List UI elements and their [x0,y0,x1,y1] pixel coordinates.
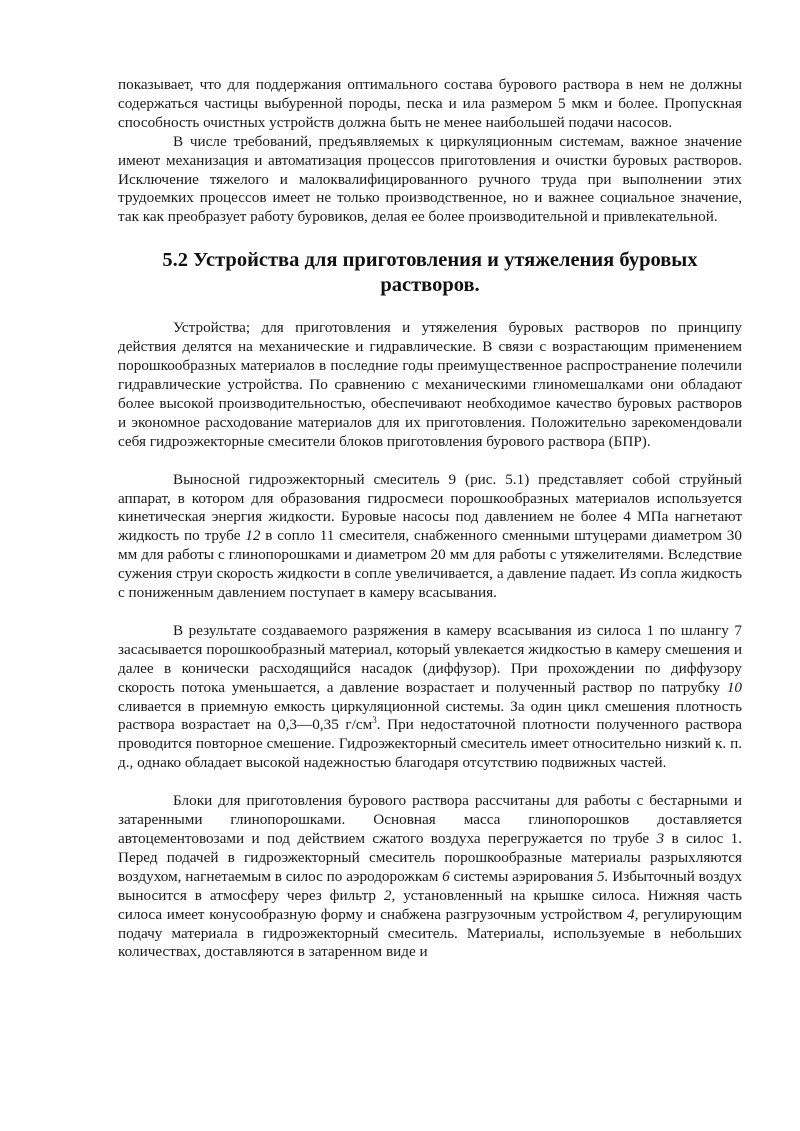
text-run: . При недостаточной плотности полученного раствора проводится повторное смешение. Гидроэжекторный смеситель имеет относительно низкий к. п. д., однако обладает высокой надежностью благодаря отсутствию подвижных частей. [118,716,742,772]
paragraph-6 [118,792,742,962]
paragraph-1: показывает, что для поддержания оптимального состава бурового раствора в нем не должны содержаться частицы выбуренной породы, песка и ила размером 5 мкм и более. Пропускная способность очистных устройств должна быть не менее наибольшей подачи насосов. [118,76,742,131]
italic-ref: 3 [656,830,665,847]
section-heading: 5.2 Устройства для приготовления и утяжеления буровых растворов. [162,249,698,297]
text-run: Блоки для приготовления бурового раствора рассчитаны для работы с бестарными и затаренными глинопорошками. Основная масса глинопорошков доставляется автоцементовозами и под действием сжатого воздуха перегружается по трубе [118,792,742,847]
italic-ref: 10 [726,678,742,696]
text-run: В результате создаваемого разряжения в камеру всасывания из силоса 1 по шлангу 7 засасывается порошкообразный материал, который увлекается жидкостью в камеру смешения и далее в конически расходящийся насадок (диффузор). При прохождении по диффузору скорость потока уменьшается, а давление возрастает и полученный раствор по патрубку [118,621,742,696]
text-run: в силос 1. Перед подачей в гидроэжекторный смеситель порошкообразные материалы разрыхляются воздухом, нагнетаемым в силос по аэродорожкам [118,830,742,885]
italic-ref: 12 [245,527,261,545]
text-run: установленный на крышке силоса. Нижняя часть силоса имеет конусообразную форму и снабжена разгрузочным устройством [118,886,743,923]
paragraph-5 [118,622,742,773]
text-run: Избыточный воздух выносится в атмосферу через фильтр [118,867,742,904]
text-run: системы аэрирования [449,867,598,885]
text-run: сливается в приемную емкость циркуляционной системы. За один цикл смешения плотность раствора возрастает на 0,3—0,35 г/см [118,697,742,734]
document-page [118,76,742,962]
italic-ref: 4, [627,905,639,923]
paragraph-4 [118,471,742,603]
paragraph-2: В числе требований, предъявляемых к циркуляционным системам, важное значение имеют механизация и автоматизация процессов приготовления и очистки буровых растворов. Исключение тяжелого и малоквалифицированного ручного труда при выполнении этих трудоемких процессов имеет не только производственное, но и важнее социальное значение, так как преобразует работу буровиков, делая ее более производительной и привлекательной. [118,132,742,226]
italic-ref: 5. [597,867,609,885]
italic-ref: 6 [442,867,450,885]
text-run: в сопло 11 смесителя, снабженного сменными штуцерами диаметром 30 мм для работы с глинопорошками и диаметром 20 мм для работы с утяжелителями. Вследствие сужения струи скорость жидкости в сопле увеличивается, а давление падает. Из сопла жидкость с пониженным давлением поступает в камеру всасывания. [118,527,742,602]
italic-ref: 2, [383,886,396,904]
paragraph-3: Устройства; для приготовления и утяжеления буровых растворов по принципу действия делятся на механические и гидравлические. В связи с возрастающим применением порошкообразных материалов в последние годы преимущественное распространение полечили гидравлические устройства. По сравнению с механическими глиномешалками они обладают более высокой производительностью, обеспечивают необходимое качество буровых растворов и экономное расходование материалов для их приготовления. Положительно зарекомендовали себя гидроэжекторные смесители блоков приготовления бурового раствора (БПР). [118,319,742,450]
text-run: Выносной гидроэжекторный смеситель 9 (рис. 5.1) представляет собой струйный аппарат, в котором для образования гидросмеси порошкообразных материалов используется кинетическая энергия жидкости. Буровые насосы под давлением не более 4 МПа нагнетают жидкость по трубе [118,470,742,545]
superscript: 3 [372,715,377,726]
text-run: регулирующим подачу материала в гидроэжекторный смеситель. Материалы, используемые в небольших количествах, доставляются в затаренном виде и [118,905,742,961]
